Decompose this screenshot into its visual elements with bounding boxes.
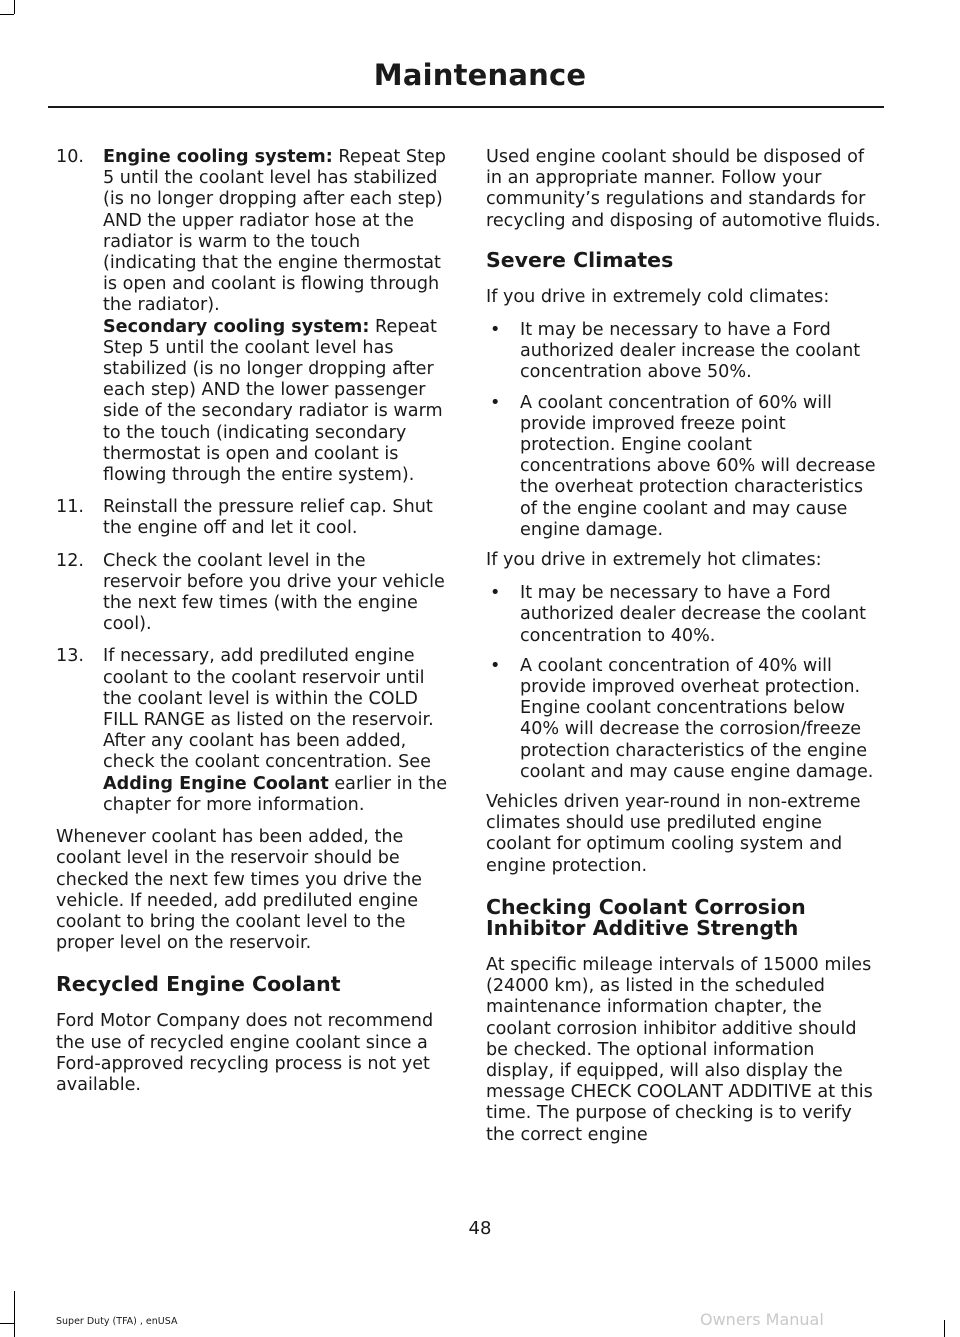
crop-mark-bottom-left-horizontal	[0, 1323, 14, 1324]
heading-line: Checking Coolant Corrosion	[486, 894, 806, 919]
page-number: 48	[468, 1218, 492, 1239]
recycled-coolant-paragraph: Ford Motor Company does not recommend the use of recycled engine coolant since a Ford-approved recycling process is not yet available.	[56, 1011, 434, 1095]
page-title: Maintenance	[373, 58, 587, 92]
step-10-secondary	[103, 317, 448, 487]
list-item	[486, 656, 882, 783]
crop-mark-bottom-right-vertical	[944, 1320, 945, 1337]
list-item	[486, 393, 882, 541]
step-10-primary	[103, 147, 448, 317]
bullet-icon: •	[490, 320, 501, 341]
cold-climates-intro: If you drive in extremely cold climates:	[486, 286, 830, 307]
coolant-added-paragraph: Whenever coolant has been added, the coolant level in the reservoir should be checked the next few times you drive the vehicle. If needed, add prediluted engine coolant to bring the coolant level to the proper level on the reservoir.	[56, 827, 422, 954]
hot-climates-intro: If you drive in extremely hot climates:	[486, 550, 822, 571]
footer-model-info: Super Duty (TFA) , enUSA	[56, 1316, 178, 1327]
bullet-text: It may be necessary to have a Ford authorized dealer increase the coolant concentration above 50%.	[520, 320, 861, 383]
bullet-text: A coolant concentration of 60% will provide improved freeze point protection. Engine coolant concentrations above 60% will decrease the overheat protection characteristics of the engine coolant and may cause engine damage.	[520, 392, 876, 540]
bullet-icon: •	[490, 655, 501, 676]
right-column	[486, 147, 882, 1158]
step-text: Repeat Step 5 until the coolant level has stabilized (is no longer dropping after each step) AND the lower passenger side of the secondary radiator is warm to the touch (indicating secondary thermostat is open and coolant is flowing through the entire system).	[103, 316, 443, 486]
disposal-paragraph: Used engine coolant should be disposed of in an appropriate manner. Follow your community’s regulations and standards for recycling and disposing of automotive fluids.	[486, 147, 881, 231]
year-round-paragraph: Vehicles driven year-round in non-extreme climates should use prediluted engine coolant for optimum cooling system and engine protection.	[486, 792, 861, 876]
step-12	[56, 551, 448, 636]
cross-reference-link[interactable]: Adding Engine Coolant	[103, 773, 329, 794]
bullet-text: It may be necessary to have a Ford authorized dealer decrease the coolant concentration to 40%.	[520, 583, 867, 646]
step-number: 11.	[56, 497, 84, 518]
bullet-text: A coolant concentration of 40% will provide improved overheat protection. Engine coolant concentrations below 40% will decrease the corrosion/freeze protection characteristics of the engine coolant and may cause engine damage.	[520, 655, 874, 782]
heading-line: Inhibitor Additive Strength	[486, 915, 799, 940]
step-text: earlier in the chapter for more information.	[103, 773, 448, 815]
checking-additive-heading	[486, 894, 882, 940]
watermark: Owners Manual	[700, 1310, 824, 1329]
step-number: 12.	[56, 550, 84, 571]
crop-mark-bottom-left-vertical	[14, 1291, 15, 1337]
step-13	[56, 646, 448, 816]
step-text: Check the coolant level in the reservoir before you drive your vehicle the next few times (with the engine cool).	[103, 550, 445, 635]
step-heading: Secondary cooling system:	[103, 316, 370, 337]
checking-additive-paragraph: At specific mileage intervals of 15000 miles (24000 km), as listed in the scheduled maintenance information chapter, the coolant corrosion inhibitor additive should be checked. The optional information display, if equipped, will also display the message CHECK COOLANT ADDITIVE at this time. The purpose of checking is to verify the correct engine	[486, 954, 873, 1145]
bullet-icon: •	[490, 392, 501, 413]
step-11	[56, 497, 448, 539]
crop-mark-top-left-vertical	[14, 0, 15, 14]
list-item	[486, 320, 882, 384]
crop-mark-top-left-horizontal	[0, 14, 14, 15]
bullet-icon: •	[490, 583, 501, 604]
recycled-coolant-heading: Recycled Engine Coolant	[56, 972, 341, 997]
step-text: If necessary, add prediluted engine coolant to the coolant reservoir until the coolant level is within the COLD FILL RANGE as listed on the reservoir. After any coolant has been added, check the coolant concentration. See	[103, 646, 434, 773]
step-text: Repeat Step 5 until the coolant level has stabilized (is no longer dropping after each step) AND the upper radiator hose at the radiator is warm to the touch (indicating that the engine thermostat is open and coolant is flowing through the radiator).	[103, 147, 446, 316]
step-number: 13.	[56, 646, 84, 667]
step-heading: Engine cooling system:	[103, 147, 333, 167]
title-divider	[48, 106, 884, 108]
list-item	[486, 583, 882, 647]
step-number: 10.	[56, 147, 84, 167]
severe-climates-heading: Severe Climates	[486, 247, 674, 272]
step-text: Reinstall the pressure relief cap. Shut the engine off and let it cool.	[103, 497, 433, 539]
left-column	[56, 147, 448, 1108]
step-10	[56, 147, 448, 486]
